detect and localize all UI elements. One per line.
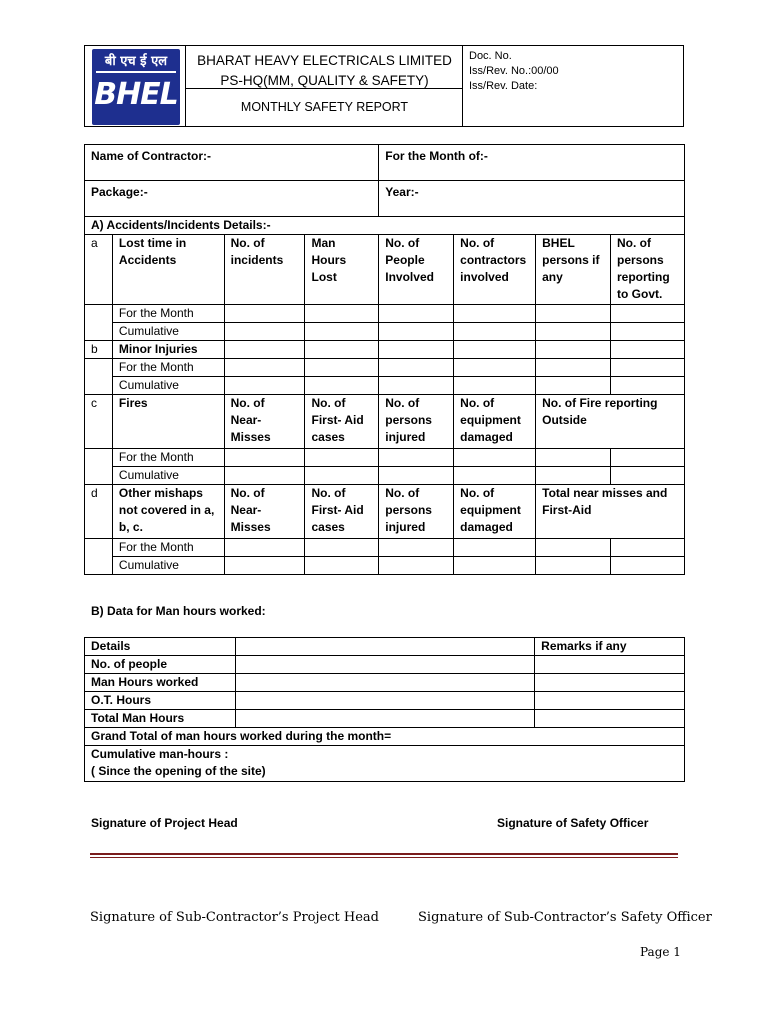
col-header: No. of contractors involved — [454, 235, 536, 305]
manhours-table — [84, 637, 685, 782]
row-letter-b: b — [85, 341, 113, 359]
row-letter-a: a — [85, 235, 113, 305]
col-header: Man Hours Lost — [305, 235, 379, 305]
division-name: PS-HQ(MM, QUALITY & SAFETY) — [220, 73, 429, 88]
logo-text: BHEL — [94, 77, 178, 112]
project-head-signature-label: Signature of Project Head — [91, 816, 238, 830]
logo-cell — [85, 46, 185, 126]
row-letter-d: d — [85, 485, 113, 539]
col-header: No. of incidents — [224, 235, 305, 305]
contractor-name-label: Name of Contractor:- — [85, 145, 379, 181]
col-header: No. of Fire reporting Outside — [536, 395, 685, 449]
page-number: Page 1 — [640, 945, 681, 959]
col-header: No. of First- Aid cases — [305, 485, 379, 539]
other-mishaps-label: Other mishaps not covered in a, b, c. — [112, 485, 224, 539]
manhours-section-title: B) Data for Man hours worked: — [91, 604, 266, 618]
col-header: No. of persons reporting to Govt. — [611, 235, 685, 305]
cumulative-label: Cumulative — [112, 557, 224, 575]
divider-line-thin — [90, 857, 678, 858]
iss-rev-no: Iss/Rev. No.:00/00 — [469, 65, 559, 77]
col-header: No. of Near-Misses — [224, 485, 305, 539]
company-name: BHARAT HEAVY ELECTRICALS LIMITED — [197, 53, 452, 68]
col-header: No. of equipment damaged — [454, 395, 536, 449]
col-header: No. of First- Aid cases — [305, 395, 379, 449]
minor-injuries-label: Minor Injuries — [112, 341, 224, 359]
fires-label: Fires — [112, 395, 224, 449]
accidents-table — [84, 144, 685, 575]
cumulative-manhours-cell — [85, 746, 685, 782]
doc-info-cell — [462, 46, 683, 126]
safety-officer-signature-label: Signature of Safety Officer — [497, 816, 649, 830]
col-header: No. of Near-Misses — [224, 395, 305, 449]
details-header: Details — [85, 638, 236, 656]
doc-no: Doc. No. — [469, 50, 512, 62]
document-header — [84, 45, 684, 127]
for-month-label: For the Month — [112, 539, 224, 557]
iss-rev-date: Iss/Rev. Date: — [469, 80, 538, 92]
cumulative-label: Cumulative — [112, 377, 224, 395]
report-title: MONTHLY SAFETY REPORT — [240, 100, 409, 114]
remarks-header: Remarks if any — [535, 638, 685, 656]
logo-hindi-text: बी एच ई एल — [104, 54, 168, 69]
cumulative-manhours-note: ( Since the opening of the site) — [91, 764, 266, 778]
col-header: No. of equipment damaged — [454, 485, 536, 539]
cumulative-label: Cumulative — [112, 467, 224, 485]
manhours-row-label: Total Man Hours — [85, 710, 236, 728]
cumulative-manhours-label: Cumulative man-hours : — [91, 747, 229, 761]
col-header: No. of persons injured — [379, 395, 454, 449]
row-letter-c: c — [85, 395, 113, 449]
cumulative-label: Cumulative — [112, 323, 224, 341]
sub-project-head-signature-label: Signature of Sub-Contractor’s Project Head — [90, 910, 379, 925]
year-label: Year:- — [379, 181, 685, 217]
for-month-label: For the Month — [112, 359, 224, 377]
divider-line — [90, 853, 678, 855]
grand-total-label: Grand Total of man hours worked during the month= — [85, 728, 685, 746]
lost-time-accidents-label: Lost time in Accidents — [112, 235, 224, 305]
col-header: No. of People Involved — [379, 235, 454, 305]
month-label: For the Month of:- — [379, 145, 685, 181]
col-header: No. of persons injured — [379, 485, 454, 539]
for-month-label: For the Month — [112, 305, 224, 323]
for-month-label: For the Month — [112, 449, 224, 467]
manhours-row-label: No. of people — [85, 656, 236, 674]
sub-safety-officer-signature-label: Signature of Sub-Contractor’s Safety Officer — [418, 910, 712, 925]
accidents-section-title: A) Accidents/Incidents Details:- — [85, 217, 685, 235]
col-header: BHEL persons if any — [536, 235, 611, 305]
manhours-row-label: O.T. Hours — [85, 692, 236, 710]
col-header: Total near misses and First-Aid — [536, 485, 685, 539]
title-cell — [185, 46, 463, 126]
package-label: Package:- — [85, 181, 379, 217]
manhours-row-label: Man Hours worked — [85, 674, 236, 692]
bhel-logo — [92, 49, 180, 125]
